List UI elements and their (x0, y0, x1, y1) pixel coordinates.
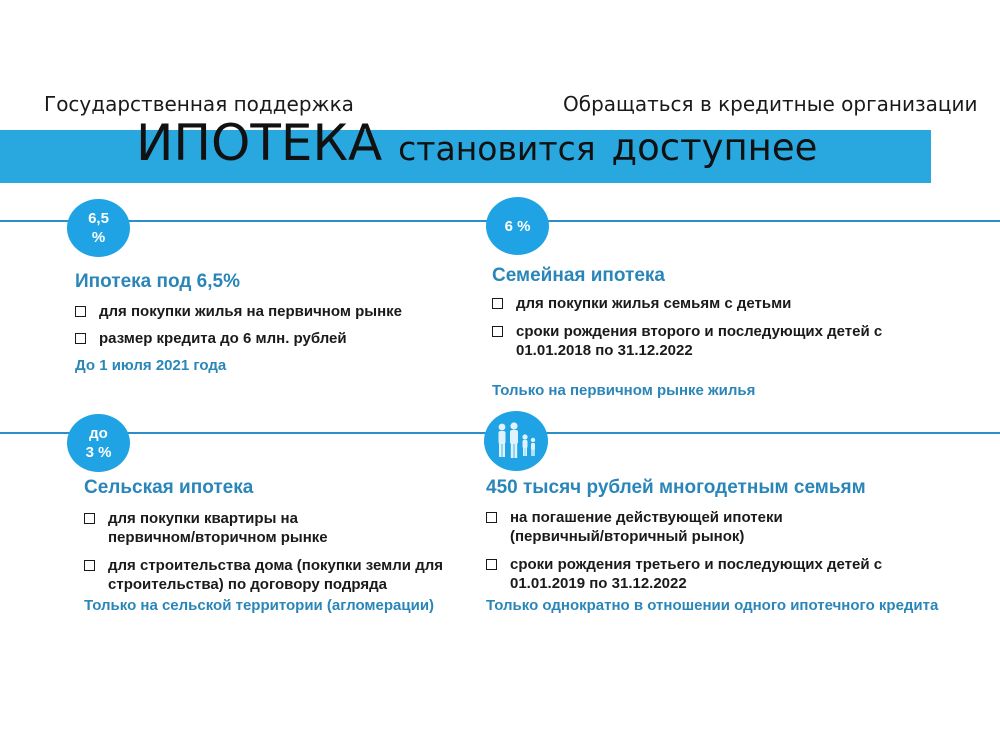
page-title (136, 113, 817, 179)
list-item: для покупки квартиры на первичном/вторичном рынке (84, 509, 474, 547)
checkbox-icon (75, 329, 99, 344)
block-heading: Ипотека под 6,5% (75, 271, 240, 292)
block-note: Только на сельской территории (агломерации) (84, 597, 435, 614)
block-list (75, 302, 435, 348)
checkbox-icon (84, 509, 108, 524)
checkbox-icon (492, 322, 516, 337)
list-item: сроки рождения второго и последующих детей с 01.01.2018 по 31.12.2022 (492, 322, 912, 360)
title-mid-word: становится (398, 129, 596, 168)
list-item: на погашение действующей ипотеки (первичный/вторичный рынок) (486, 508, 926, 546)
title-main-word: ИПОТЕКА (136, 114, 383, 172)
rate-badge: 6 % (486, 197, 549, 255)
rate-badge: 6,5 % (67, 199, 130, 257)
list-item: размер кредита до 6 млн. рублей (75, 329, 435, 348)
checkbox-icon (75, 302, 99, 317)
block-heading: Сельская ипотека (84, 477, 254, 498)
list-item: для строительства дома (покупки земли для строительства) по договору подряда (84, 556, 474, 594)
block-note: Только на первичном рынке жилья (492, 382, 756, 399)
checkbox-icon (84, 556, 108, 571)
rate-badge: до 3 % (67, 414, 130, 472)
block-list (492, 294, 912, 360)
caption-credit-orgs: Обращаться в кредитные организации (563, 92, 978, 116)
checkbox-icon (486, 508, 510, 523)
list-item: для покупки жилья семьям с детьми (492, 294, 912, 313)
block-heading: Семейная ипотека (492, 265, 665, 286)
block-list (84, 509, 474, 594)
checkbox-icon (486, 555, 510, 570)
caption-state-support: Государственная поддержка (44, 92, 354, 116)
family-icon (484, 411, 548, 471)
title-end-word: доступнее (611, 126, 818, 169)
block-note: Только однократно в отношении одного ипотечного кредита (486, 597, 939, 614)
list-item: сроки рождения третьего и последующих детей с 01.01.2019 по 31.12.2022 (486, 555, 926, 593)
list-item: для покупки жилья на первичном рынке (75, 302, 435, 321)
block-heading: 450 тысяч рублей многодетным семьям (486, 477, 866, 498)
checkbox-icon (492, 294, 516, 309)
block-note: До 1 июля 2021 года (75, 357, 227, 374)
block-list (486, 508, 926, 593)
